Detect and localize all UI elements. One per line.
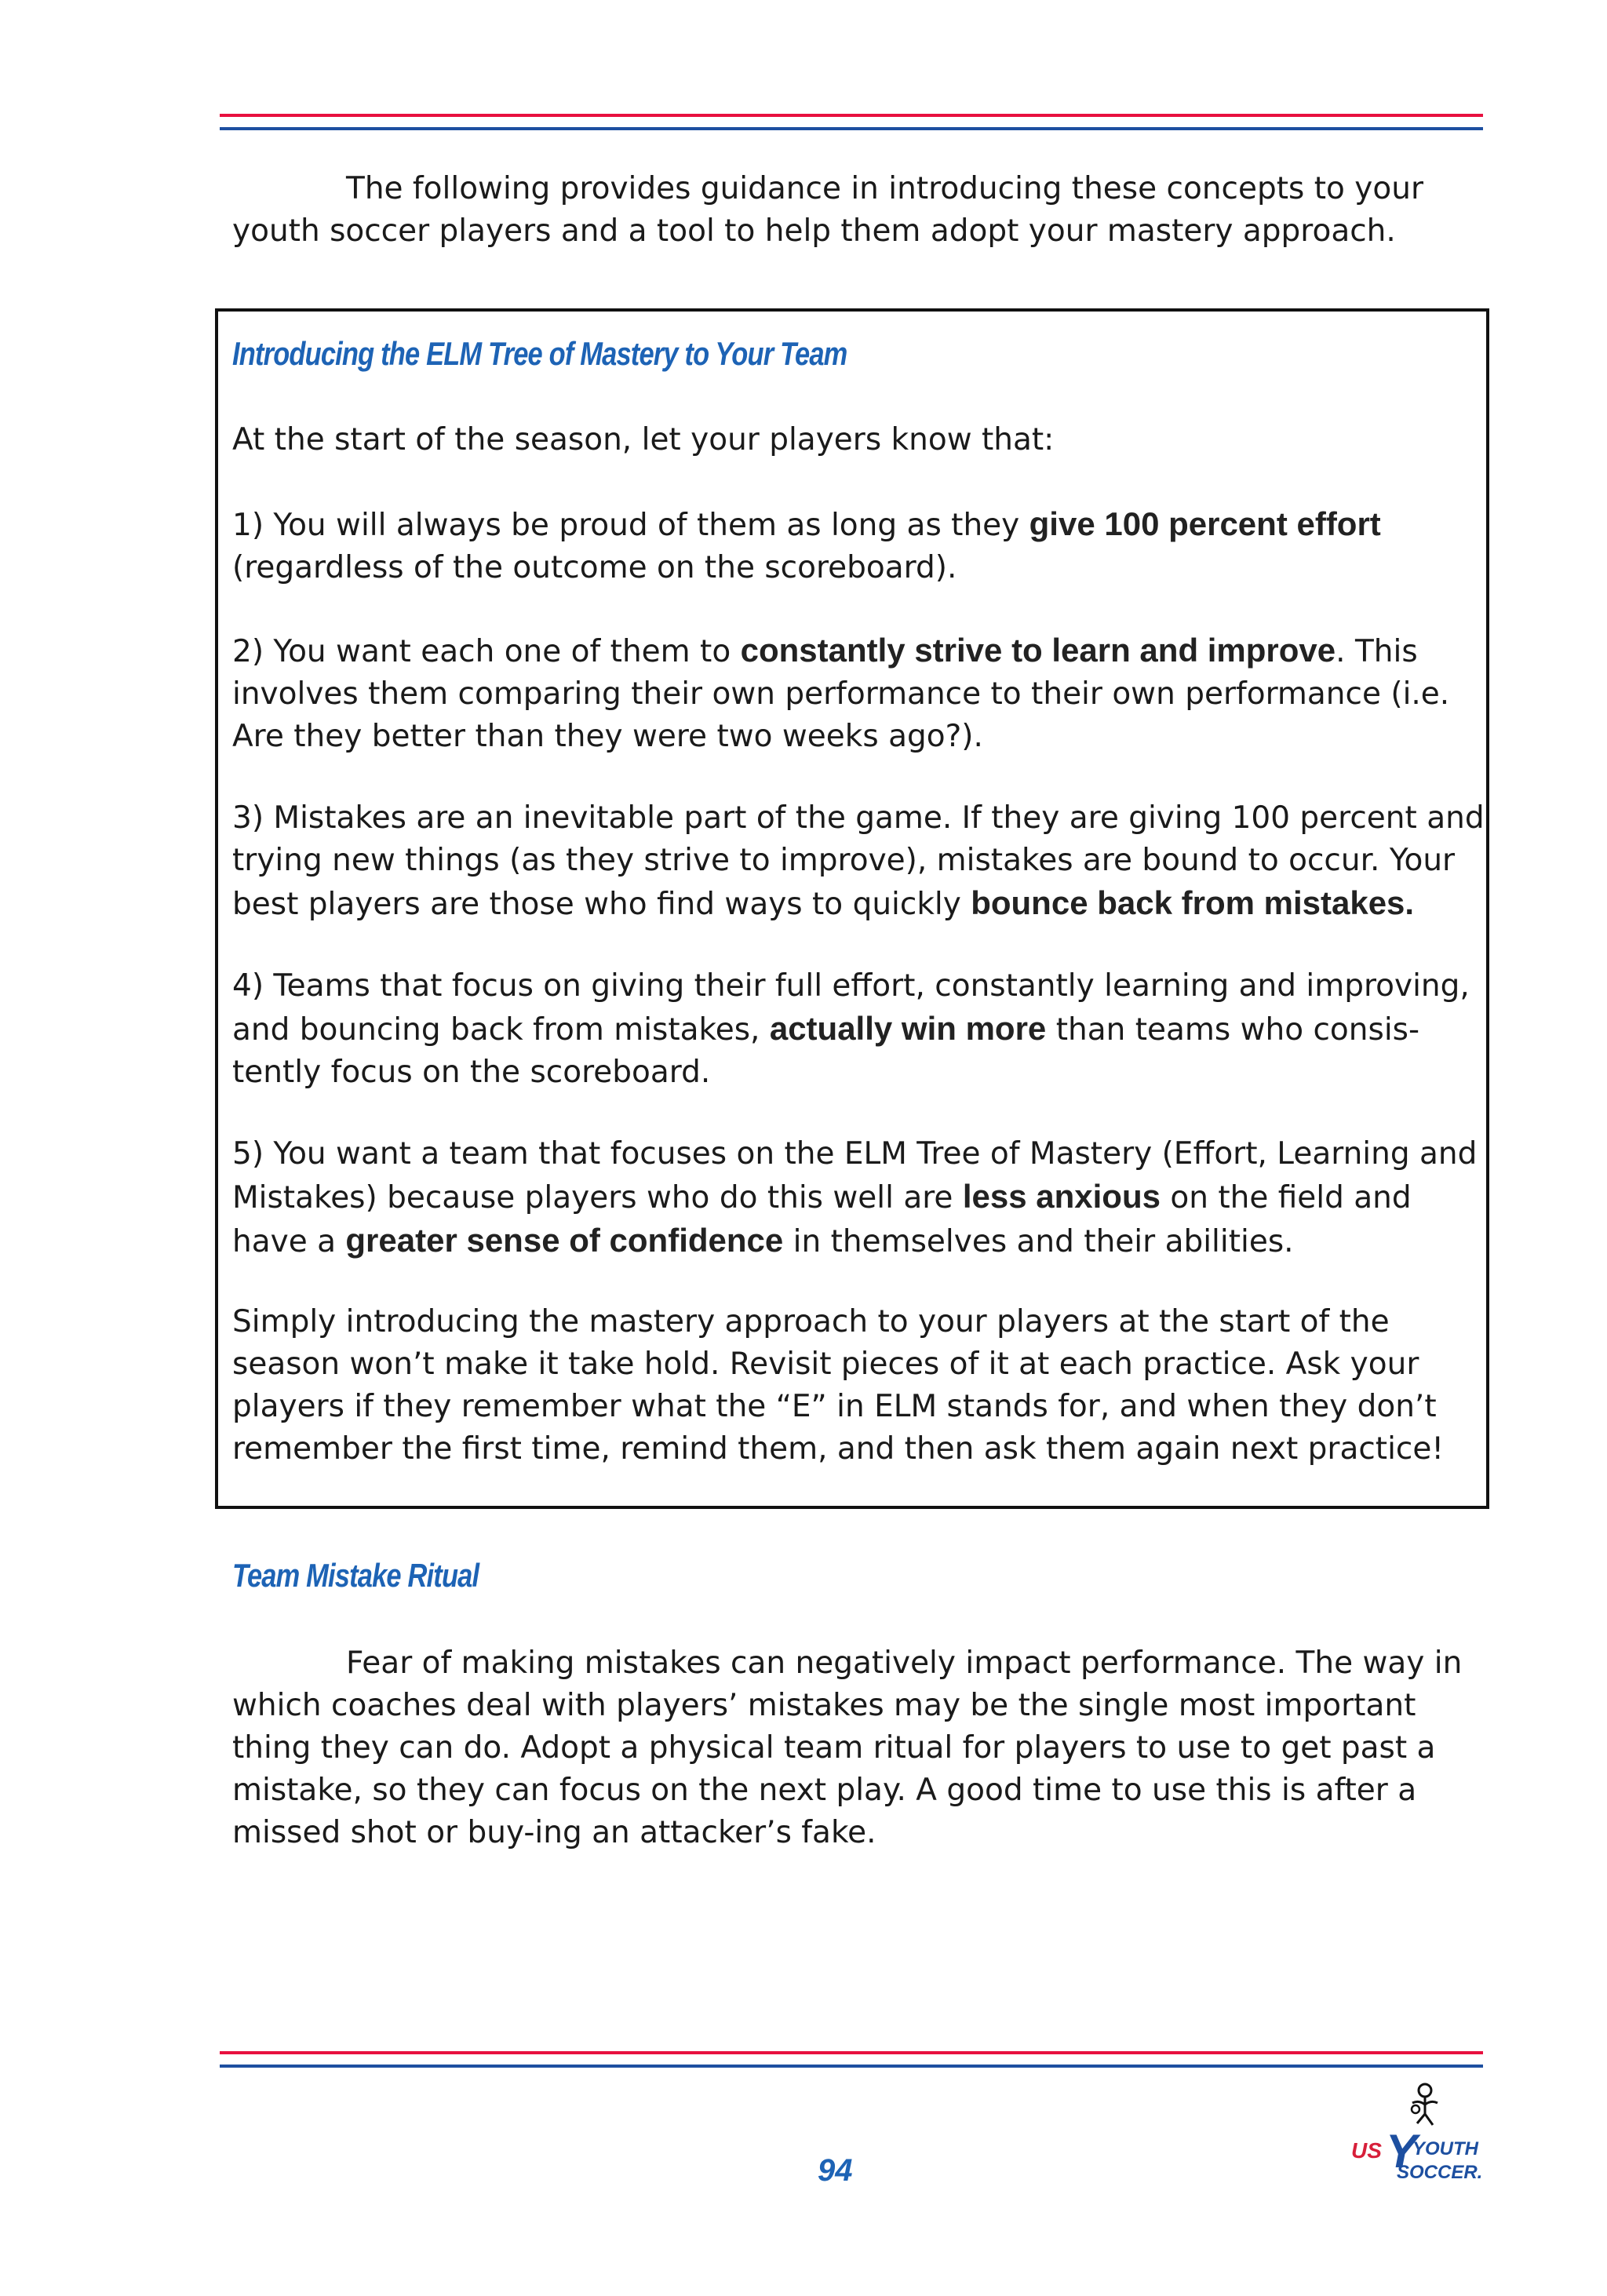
- elm-item-4: [232, 965, 1488, 1094]
- ritual-paragraph: Fear of making mistakes can negatively impact performance. The way in which coaches deal with players’ mistakes may be the single most important thing they can do. Adopt a physical team ritual for players to use to get past a mistake, so they can focus on the next play. A good time to use this is after a missed shot or buy-ing an attacker’s fake.: [232, 1645, 1463, 1850]
- elm-item-2-text: 2) You want each one of them to: [232, 634, 741, 669]
- ritual-heading: Team Mistake Ritual: [232, 1557, 479, 1594]
- elm-closing: Simply introducing the mastery approach to your players at the start of the season won’t make it take hold. Revisit pieces of it at each practice. Ask your players if they remember what the “E” in ELM stands for, and when they don’t remember the first time, remind them, and then ask them again next practice!: [232, 1304, 1445, 1467]
- elm-item-3-emphasis: bounce back from mistakes.: [971, 884, 1415, 921]
- elm-item-4-emphasis: actually win more: [769, 1010, 1047, 1047]
- elm-item-3: [232, 797, 1488, 926]
- elm-item-5-mid: on the field and have a: [232, 1180, 1412, 1259]
- us-youth-soccer-logo: [1351, 2079, 1485, 2189]
- elm-heading: Introducing the ELM Tree of Mastery to Your Team: [232, 335, 847, 372]
- elm-item-5-emphasis-2: greater sense of confidence: [345, 1222, 784, 1259]
- top-rule-blue: [220, 127, 1483, 130]
- elm-item-1-emphasis: give 100 percent effort: [1029, 505, 1381, 542]
- elm-item-2: [232, 629, 1488, 758]
- elm-lead: At the start of the season, let your players know that:: [232, 422, 1055, 457]
- elm-item-4-tail: than teams who consis-tently focus on the scoreboard.: [232, 1012, 1420, 1090]
- elm-item-2-tail: . This involves them comparing their own performance to their own performance (i.e. Are they better than they were two weeks ago?).: [232, 634, 1450, 754]
- elm-item-5-tail: in themselves and their abilities.: [783, 1224, 1294, 1259]
- soccer-player-icon: [1351, 2079, 1485, 2189]
- elm-item-5: [232, 1133, 1488, 1263]
- elm-item-5-text: 5) You want a team that focuses on the ELM Tree of Mastery (Effort, Learning and Mistakes) because players who do this well are: [232, 1136, 1478, 1215]
- page-number: 94: [818, 2153, 853, 2188]
- logo-youth-text: YOUTH: [1412, 2138, 1478, 2159]
- bottom-rule-blue: [220, 2065, 1483, 2068]
- logo-soccer-text: SOCCER.: [1397, 2162, 1483, 2183]
- bottom-rule-red: [220, 2051, 1483, 2054]
- top-rule-red: [220, 114, 1483, 117]
- svg-text:Y: Y: [1386, 2125, 1418, 2178]
- elm-item-3-text: 3) Mistakes are an inevitable part of the game. If they are giving 100 percent and trying new things (as they strive to improve), mistakes are bound to occur. Your best players are those who find ways to quickly: [232, 800, 1485, 922]
- elm-item-1-text: 1) You will always be proud of them as long as they: [232, 508, 1029, 543]
- elm-item-1-tail: (regardless of the outcome on the scoreboard).: [232, 550, 957, 585]
- elm-item-4-text: 4) Teams that focus on giving their full effort, constantly learning and improving, and bouncing back from mistakes,: [232, 968, 1470, 1048]
- elm-item-2-emphasis: constantly strive to learn and improve: [740, 632, 1336, 669]
- elm-item-1: [232, 503, 1488, 589]
- intro-paragraph: The following provides guidance in introducing these concepts to your youth soccer players and a tool to help them adopt your mastery approach.: [232, 171, 1423, 249]
- elm-item-5-emphasis-1: less anxious: [962, 1178, 1161, 1215]
- logo-us-text: US: [1351, 2138, 1382, 2163]
